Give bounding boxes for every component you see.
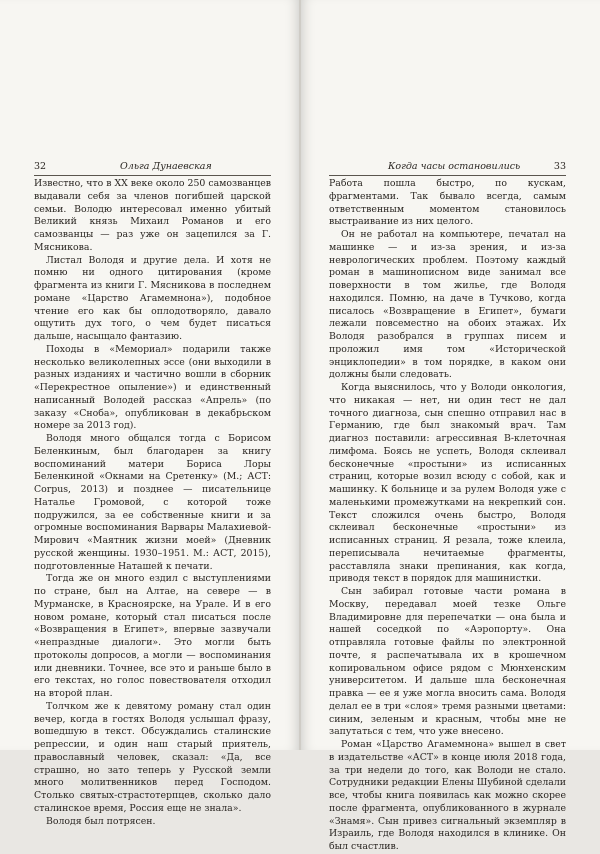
paragraph: Тогда же он много ездил с выступлениями по стране, был на Алтае, на севере — в Мурманске, в Красноярске, на Урале. И в его новом романе, который стал писаться после «Возвращения в Египет», впервые зазвучали «непраздные диалоги». Это могли быть протоколы допросов, а могли — воспоминания или дневники. Точнее, все это и раньше было в его текстах, но голос повествователя отходил на второй план. [34,573,271,699]
right-page [301,0,600,852]
paragraph: Роман «Царство Агамемнона» вышел в свет в издательстве «АСТ» в конце июля 2018 года, за три недели до того, как Володи не стало. Сотрудники редакции Елены Шубиной сделали все, чтобы книга появилась как можно скорее после фрагмента, опубликованного в журнале «Знамя». Сын привез сигнальный экземпляр в Израиль, где Володя находился в клинике. Он был счастлив. [329,739,566,852]
right-page-body [329,178,566,854]
left-page-number: 32 [34,161,47,172]
left-header-rule [34,175,271,176]
paragraph: Он не работал на компьютере, печатал на машинке — и из-за зрения, и из-за неврологических проблем. Поэтому каждый роман в машинописном виде занимал все поверхности в том жилье, где Володя находился. Помню, на даче в Тучково, когда писалось «Возвращение в Египет», бумаги лежали повсеместно на обоих этажах. Их Володя разобрался в группах писем и проложил имя том «Исторической энциклопедии» в том порядке, в каком они должны были следовать. [329,229,566,381]
left-running-header: Ольга Дунаевская [120,161,212,172]
right-running-header: Когда часы остановились [388,161,521,172]
paragraph: Володя много общался тогда с Борисом Беленкиным, был благодарен за книгу воспоминаний матери Бориса Лоры Беленкиной «Окнами на Сретенку» (М.; АСТ: Corpus, 2013) и позднее — писательнице Наталье Громовой, с которой тоже подружился, за ее собственные книги и за огромные воспоминания Варвары Малахиевой-Мирович «Маятник жизни моей» (Дневник русской женщины. 1930–1951. М.: АСТ, 2015), подготовленные Наташей к печати. [34,433,271,572]
left-page [0,0,299,827]
paragraph: Толчком же к девятому роману стал один вечер, когда в гостях Володя услышал фразу, вошедшую в текст. Обсуждались сталинские репрессии, и один наш старый приятель, православный человек, сказал: «Да, все страшно, но зато теперь у Русской земли много молитвенников перед Господом. Столько святых-страстотерпцев, сколько дало сталинское время, Россия еще не знала». [34,700,271,814]
right-header-rule [329,175,566,176]
right-page-number: 33 [553,161,566,172]
paragraph: Листал Володя и другие дела. И хотя не помню ни одного цитирования (кроме фрагмента из книги Г. Мясникова в последнем романе «Царство Агамемнона»), подобное чтение его как бы оплодотворяло, давало ощутить дух того, о чем будет писаться дальше, насыщало фантазию. [34,254,271,342]
left-page-header [34,159,271,175]
paragraph: Походы в «Мемориал» подарили также несколько великолепных эссе (они выходили в разных изданиях и частично вошли в сборник «Перекрестное опыление») и единственный написанный Володей рассказ «Апрель» (по заказу «Сноба», опубликован в декабрьском номере за 2013 год). [34,343,271,432]
paragraph: Володя был потрясен. [46,815,156,827]
paragraph: Когда выяснилось, что у Володи онкология, что никакая — нет, ни один тест не дал точного диагноза, сын спешно отправил нас в Германию, где был знакомый врач. Там диагноз поставили: агрессивная В-клеточная лимфома. Боясь не успеть, Володя склеивал бесконечные «простыни» из исписанных страниц, которые возил всюду с собой, как и машинку. К больнице и за рулем Володя уже с маленькими промежутками на некрепкий сон. Текст сложился очень быстро, Володя склеивал бесконечные «простыни» из исписанных страниц. Я резала, тоже клеила, переписывала нечитаемые фрагменты, расставляла знаки препинания, как когда, приводя текст в порядок для машинистки. [329,382,566,585]
paragraph: Известно, что в XX веке около 250 самозванцев выдавали себя за членов погибшей царской семьи. Володю интересовал именно убитый Великий князь Михаил Романов и его самозванцы — раз уже он зацепился за Г. Мясникова. [34,178,271,253]
paragraph: Работа пошла быстро, по кускам, фрагментами. Так бывало всегда, самым ответственным моментом становилось выстраивание из них целого. [329,178,566,228]
paragraph: Сын забирал готовые части романа в Москву, передавал моей тезке Ольге Владимировне для перепечатки — она была и нашей соседкой по «Аэропорту». Она отправляла готовые файлы по электронной почте, я распечатывала их в крошечном копировальном офисе рядом с Мюнхенским университетом. И дальше шла бесконечная правка — ее я уже могла вносить сама. Володя делал ее в три «слоя» тремя разными цветами: синим, зеленым и красным, чтобы мне не запутаться с тем, что уже внесено. [329,586,566,738]
right-page-header [329,159,566,175]
left-page-body [34,178,271,828]
